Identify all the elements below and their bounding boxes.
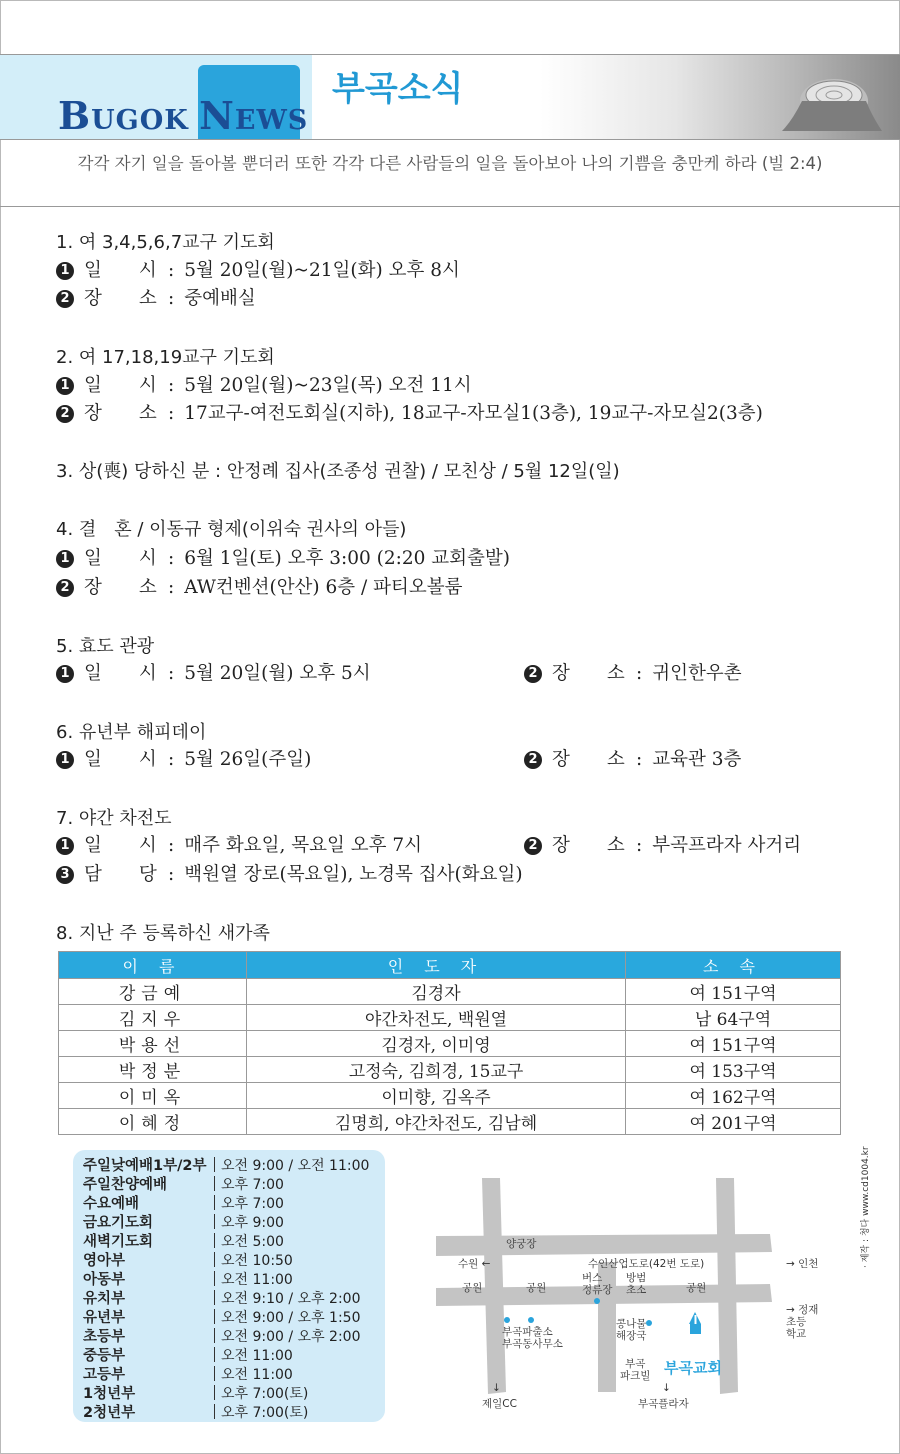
item-3-title: 3. 상(喪) 당하신 분 : 안정례 집사(조종성 권찰) / 모친상 / 5월 12일(일)	[56, 461, 620, 482]
item-6-date: 1 일 시 : 5월 26일(주일)	[56, 745, 311, 771]
item-6-place: 2 장 소 : 교육관 3층	[524, 745, 741, 771]
schedule-row: 중등부 오전 11:00	[83, 1348, 293, 1364]
schedule-row: 금요기도회 오후 9:00	[83, 1215, 284, 1231]
bible-verse: 각각 자기 일을 돌아볼 뿐더러 또한 각각 다른 사람들의 일을 돌아보아 나의 기쁨을 충만케 하라 (빌 2:4)	[77, 154, 823, 173]
table-row: 이미옥 이미향, 김옥주 여 162구역	[59, 1083, 841, 1109]
item-7-date: 1 일 시 : 매주 화요일, 목요일 오후 7시	[56, 831, 422, 857]
item-1-place: 2 장 소 : 중예배실	[56, 284, 256, 310]
col-guide-header: 인 도 자	[247, 952, 626, 979]
schedule-row: 2청년부 오후 7:00(토)	[83, 1405, 309, 1421]
item-1-date: 1 일 시 : 5월 20일(월)~21일(화) 오후 8시	[56, 256, 460, 282]
divider	[0, 206, 900, 207]
new-members-table	[58, 951, 841, 1135]
restaurant-dot	[646, 1320, 652, 1326]
road-map-graphic	[420, 1172, 840, 1422]
schedule-row: 주일낮예배1부/2부 오전 9:00 / 오전 11:00	[83, 1158, 370, 1174]
item-5-place: 2 장 소 : 귀인한우촌	[524, 659, 742, 685]
bullet-3: 3	[56, 866, 74, 884]
table-row: 박정분 고정숙, 김희경, 15교구 여 153구역	[59, 1057, 841, 1083]
item-7-place: 2 장 소 : 부곡프라자 사거리	[524, 831, 801, 857]
credit-text: · 제작 : 청다 www.cd1004.kr	[861, 1146, 871, 1268]
item-5-date: 1 일 시 : 5월 20일(월) 오후 5시	[56, 659, 371, 685]
bus-stop-dot	[594, 1298, 600, 1304]
col-group-header: 소 속	[626, 952, 841, 979]
bugok-news-logo: BUGOK NEWS	[58, 93, 309, 138]
item-5-title: 5. 효도 관광	[56, 636, 155, 657]
item-2-date: 1 일 시 : 5월 20일(월)~23일(목) 오전 11시	[56, 371, 472, 397]
location-map: 양궁장 수원 ← 수인산업도로(42번 도로) → 인천 공원 공원 공원 버스 정류장 방범 초소 부곡파출소 부곡동사무소 콩나물 해장국 → 정재 초등 학교 부곡 파크빌 부곡교회 ↓ ↓ 제일CC 부곡플라자	[420, 1172, 840, 1422]
item-4-title: 4. 결 혼 / 이동규 형제(이위숙 권사의 아들)	[56, 519, 407, 540]
bullet-2: 2	[56, 290, 74, 308]
police-dot-1	[504, 1317, 510, 1323]
schedule-row: 유년부 오전 9:00 / 오후 1:50	[83, 1310, 361, 1326]
item-7-charge: 3 담 당 : 백원열 장로(목요일), 노경목 집사(화요일)	[56, 860, 523, 886]
police-dot-2	[528, 1317, 534, 1323]
schedule-row: 고등부 오전 11:00	[83, 1367, 293, 1383]
item-6-title: 6. 유년부 해피데이	[56, 722, 207, 743]
schedule-row: 1청년부 오후 7:00(토)	[83, 1386, 309, 1402]
bullet-1: 1	[56, 262, 74, 280]
table-header-row	[59, 952, 841, 979]
item-4-place: 2 장 소 : AW컨벤션(안산) 6층 / 파티오볼룸	[56, 573, 463, 599]
schedule-row: 초등부 오전 9:00 / 오후 2:00	[83, 1329, 361, 1345]
item-4-date: 1 일 시 : 6월 1일(토) 오후 3:00 (2:20 교회출발)	[56, 544, 510, 570]
page-title: 부곡소식	[332, 69, 464, 109]
item-2-place: 2 장 소 : 17교구-여전도회실(지하), 18교구-자모실1(3층), 19교구-자모실2(3층)	[56, 399, 763, 425]
schedule-row: 주일찬양예배 오후 7:00	[83, 1177, 284, 1193]
schedule-row: 아동부 오전 11:00	[83, 1272, 293, 1288]
item-1-title: 1. 여 3,4,5,6,7교구 기도회	[56, 232, 275, 253]
item-8-title: 8. 지난 주 등록하신 새가족	[56, 923, 270, 944]
table-row: 박용선 김경자, 이미영 여 151구역	[59, 1031, 841, 1057]
schedule-row: 유치부 오전 9:10 / 오후 2:00	[83, 1291, 361, 1307]
header	[0, 54, 900, 140]
church-label: 부곡교회	[664, 1359, 722, 1377]
table-row: 김지우 야간차전도, 백원열 남 64구역	[59, 1005, 841, 1031]
schedule-row: 영아부 오전 10:50	[83, 1253, 293, 1269]
worship-schedule	[73, 1150, 385, 1422]
schedule-row: 수요예배 오후 7:00	[83, 1196, 284, 1212]
schedule-row: 새벽기도회 오전 5:00	[83, 1234, 284, 1250]
table-row: 강금예 김경자 여 151구역	[59, 979, 841, 1005]
col-name-header: 이 름	[59, 952, 247, 979]
tree-stump-icon	[772, 61, 892, 133]
table-row: 이혜정 김명희, 야간차전도, 김남혜 여 201구역	[59, 1109, 841, 1135]
item-7-title: 7. 야간 차전도	[56, 808, 172, 829]
item-2-title: 2. 여 17,18,19교구 기도회	[56, 347, 275, 368]
